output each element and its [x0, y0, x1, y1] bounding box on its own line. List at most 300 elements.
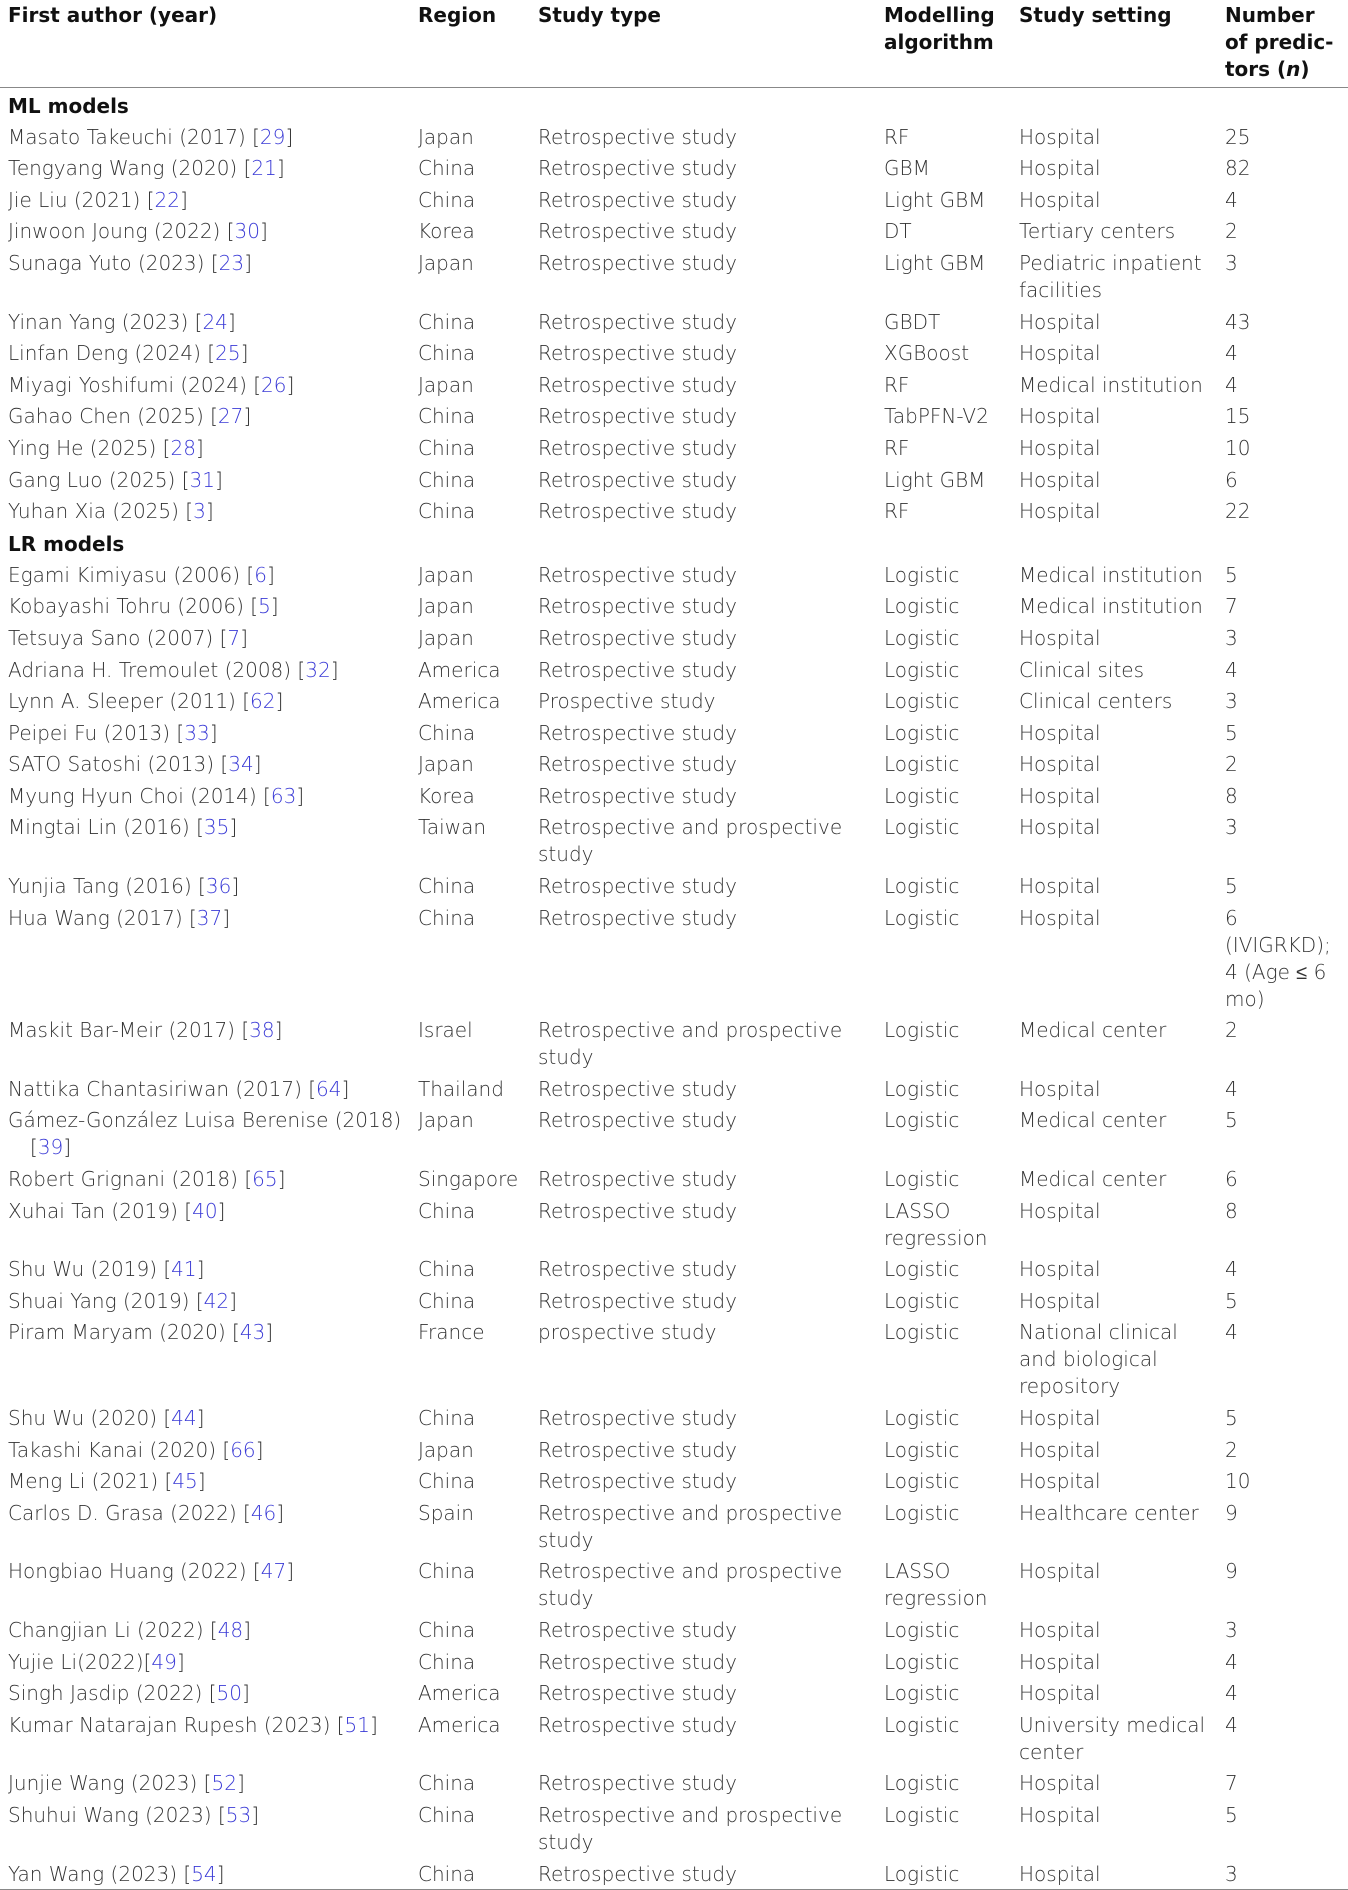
cell-study-type: Retrospective study: [538, 309, 737, 334]
cell-author: [0, 869, 410, 901]
reference-bracket: ]: [214, 467, 223, 492]
cell-author: [0, 716, 410, 748]
reference-link[interactable]: 27: [217, 404, 244, 429]
reference-bracket: ]: [270, 594, 279, 619]
reference-bracket: ]: [330, 657, 339, 682]
cell-region: Japan: [418, 1437, 474, 1462]
cell-predictors: 4: [1225, 341, 1238, 366]
cell-algorithm: GBM: [884, 156, 930, 181]
reference-bracket: ]: [231, 874, 240, 899]
reference-link[interactable]: 35: [203, 815, 230, 840]
cell-author: [0, 246, 410, 305]
author-text: Piram Maryam (2020) [: [8, 1320, 240, 1345]
cell-algorithm: Logistic: [884, 1469, 960, 1494]
cell-study-type: Retrospective study: [538, 625, 737, 650]
cell-setting: Hospital: [1019, 1257, 1101, 1282]
cell-study-type: Retrospective and prospective study: [538, 1018, 843, 1070]
cell-setting: Hospital: [1019, 1559, 1101, 1584]
cell-setting: Hospital: [1019, 467, 1101, 492]
cell-algorithm: Light GBM: [884, 187, 986, 212]
header-predictors-n: n: [1286, 57, 1301, 81]
cell-author: [0, 621, 410, 653]
cell-predictors: 4: [1225, 1257, 1238, 1282]
reference-link[interactable]: 40: [192, 1198, 218, 1223]
reference-link[interactable]: 26: [261, 372, 287, 397]
cell-region: Japan: [418, 250, 474, 275]
reference-link[interactable]: 5: [258, 594, 271, 619]
cell-algorithm: RF: [884, 499, 910, 524]
reference-link[interactable]: 25: [215, 341, 241, 366]
author-text: Jinwoon Joung (2022) [: [8, 219, 235, 244]
cell-setting: Hospital: [1019, 874, 1101, 899]
cell-algorithm: Logistic: [884, 1288, 960, 1313]
cell-algorithm: Logistic: [884, 1649, 960, 1674]
cell-setting: Pediatric inpatient facilities: [1019, 250, 1202, 302]
cell-predictors: 82: [1225, 156, 1251, 181]
cell-algorithm: Logistic: [884, 1861, 960, 1886]
reference-link[interactable]: 31: [189, 467, 215, 492]
cell-author: [0, 152, 410, 184]
cell-study-type: Retrospective study: [538, 594, 737, 619]
reference-bracket: ]: [243, 404, 252, 429]
cell-region: China: [418, 156, 476, 181]
table-row: [0, 869, 1348, 901]
cell-predictors: 10: [1225, 1469, 1251, 1494]
reference-link[interactable]: 42: [203, 1288, 230, 1313]
author-text: Meng Li (2021) [: [8, 1469, 173, 1494]
reference-bracket: ]: [179, 187, 188, 212]
reference-link[interactable]: 54: [191, 1861, 217, 1886]
author-text: Hongbiao Huang (2022) [: [8, 1559, 261, 1584]
reference-link[interactable]: 23: [218, 250, 245, 275]
cell-algorithm: DT: [884, 219, 912, 244]
table-row: [0, 1857, 1348, 1889]
author-text: Yuhan Xia (2025) [: [8, 499, 194, 524]
header-study-type: Study type: [538, 3, 661, 27]
cell-setting: Hospital: [1019, 435, 1101, 460]
reference-link[interactable]: 6: [254, 562, 267, 587]
reference-link[interactable]: 30: [234, 219, 260, 244]
section-title: LR models: [8, 532, 125, 557]
cell-algorithm: Logistic: [884, 594, 960, 619]
author-text: Masato Takeuchi (2017) [: [8, 124, 260, 149]
reference-link[interactable]: 47: [260, 1559, 287, 1584]
reference-bracket: ]: [227, 309, 236, 334]
cell-algorithm: Logistic: [884, 1437, 960, 1462]
table-row: [0, 1104, 1348, 1163]
table-row: [0, 1014, 1348, 1073]
author-text: Yujie Li(2022)[: [8, 1649, 152, 1674]
cell-setting: Medical center: [1019, 1167, 1167, 1192]
cell-predictors: 5: [1225, 720, 1238, 745]
cell-study-type: Retrospective and prospective study: [538, 1559, 843, 1611]
reference-link[interactable]: 66: [230, 1437, 256, 1462]
cell-setting: Clinical centers: [1019, 689, 1173, 714]
cell-setting: Hospital: [1019, 1617, 1101, 1642]
cell-author: [0, 1014, 410, 1073]
cell-setting: Clinical sites: [1019, 657, 1145, 682]
cell-setting: Hospital: [1019, 625, 1101, 650]
cell-study-type: prospective study: [538, 1320, 717, 1345]
cell-algorithm: Logistic: [884, 1167, 960, 1192]
cell-region: Japan: [418, 562, 474, 587]
cell-study-type: Prospective study: [538, 689, 716, 714]
cell-algorithm: LASSO regression: [884, 1198, 988, 1250]
reference-link[interactable]: 29: [259, 124, 286, 149]
cell-predictors: 6 (IVIGRKD); 4 (Age ≤ 6 mo): [1225, 905, 1331, 1011]
cell-setting: Hospital: [1019, 1649, 1101, 1674]
cell-setting: Hospital: [1019, 156, 1101, 181]
reference-link[interactable]: 48: [217, 1617, 244, 1642]
reference-link[interactable]: 28: [170, 435, 196, 460]
cell-region: Japan: [418, 752, 474, 777]
reference-link[interactable]: 39: [37, 1135, 64, 1160]
table-row: [0, 1798, 1348, 1857]
table-row: [0, 621, 1348, 653]
cell-region: America: [418, 657, 501, 682]
cell-region: China: [418, 499, 476, 524]
cell-author: [0, 400, 410, 432]
table-row: [0, 368, 1348, 400]
cell-setting: Hospital: [1019, 404, 1101, 429]
cell-predictors: 8: [1225, 783, 1238, 808]
cell-setting: Hospital: [1019, 124, 1101, 149]
reference-bracket: ]: [286, 1559, 294, 1584]
cell-setting: Hospital: [1019, 815, 1101, 840]
author-text: Gahao Chen (2025) [: [8, 404, 218, 429]
cell-author: [0, 1613, 410, 1645]
table-row: [0, 1194, 1348, 1253]
header-predictors-b: tors (: [1225, 57, 1287, 81]
cell-setting: Tertiary centers: [1019, 219, 1176, 244]
reference-bracket: ]: [285, 124, 294, 149]
table-row: [0, 1284, 1348, 1316]
reference-link[interactable]: 41: [171, 1257, 197, 1282]
cell-study-type: Retrospective study: [538, 1437, 737, 1462]
cell-setting: University medical center: [1019, 1712, 1206, 1764]
cell-region: China: [418, 467, 476, 492]
reference-bracket: ]: [296, 783, 305, 808]
cell-predictors: 7: [1225, 594, 1238, 619]
cell-setting: Hospital: [1019, 720, 1101, 745]
cell-algorithm: GBDT: [884, 309, 941, 334]
reference-link[interactable]: 65: [252, 1167, 278, 1192]
cell-author: [0, 590, 410, 622]
reference-bracket: ]: [276, 156, 285, 181]
reference-link[interactable]: 32: [305, 657, 331, 682]
author-text: Lynn A. Sleeper (2011) [: [8, 689, 251, 714]
cell-setting: Healthcare center: [1019, 1500, 1199, 1525]
cell-region: Korea: [418, 219, 475, 244]
cell-setting: National clinical and biological repository: [1019, 1320, 1178, 1399]
cell-algorithm: Logistic: [884, 1617, 960, 1642]
cell-region: China: [418, 874, 476, 899]
table-row: [0, 1253, 1348, 1285]
cell-algorithm: Logistic: [884, 1320, 960, 1345]
reference-link[interactable]: 44: [171, 1406, 197, 1430]
author-text: Myung Hyun Choi (2014) [: [8, 783, 271, 808]
cell-author: [0, 1433, 410, 1465]
cell-region: China: [418, 309, 476, 334]
cell-study-type: Retrospective study: [538, 1108, 737, 1133]
author-text: Shuhui Wang (2023) [: [8, 1802, 226, 1827]
reference-bracket: ]: [286, 372, 295, 397]
reference-link[interactable]: 43: [239, 1320, 266, 1345]
cell-predictors: 15: [1225, 404, 1251, 429]
reference-bracket: ]: [241, 1681, 250, 1706]
section-row: [0, 526, 1348, 558]
cell-algorithm: LASSO regression: [884, 1559, 988, 1611]
cell-region: Thailand: [418, 1076, 504, 1101]
cell-author: [0, 1798, 410, 1857]
table-row: [0, 215, 1348, 247]
reference-link[interactable]: 33: [184, 720, 210, 745]
table-row: [0, 463, 1348, 495]
author-text: Mingtai Lin (2016) [: [8, 815, 204, 840]
cell-setting: Hospital: [1019, 1437, 1101, 1462]
cell-algorithm: RF: [884, 372, 910, 397]
reference-link[interactable]: 3: [193, 499, 206, 524]
reference-bracket: ]: [244, 250, 252, 275]
reference-bracket: ]: [277, 1167, 286, 1192]
cell-study-type: Retrospective study: [538, 1617, 737, 1642]
table-row: [0, 1401, 1348, 1433]
table-row: [0, 1072, 1348, 1104]
table-row: [0, 431, 1348, 463]
cell-author: [0, 811, 410, 870]
header-algorithm: Modelling algorithm: [884, 3, 995, 54]
table-row: [0, 495, 1348, 527]
cell-algorithm: RF: [884, 435, 910, 460]
header-predictors-c: ): [1300, 57, 1310, 81]
table-row: [0, 1465, 1348, 1497]
header-predictors: [1217, 0, 1348, 88]
author-text: Jie Liu (2021) [: [8, 187, 155, 212]
cell-predictors: 7: [1225, 1771, 1238, 1796]
cell-predictors: 2: [1225, 752, 1238, 777]
cell-setting: Hospital: [1019, 1681, 1101, 1706]
cell-region: China: [418, 1861, 476, 1886]
cell-author: [0, 901, 410, 1014]
cell-study-type: Retrospective study: [538, 1861, 737, 1886]
cell-region: China: [418, 187, 476, 212]
cell-algorithm: Logistic: [884, 657, 960, 682]
cell-region: Taiwan: [418, 815, 487, 840]
table-body: [0, 88, 1348, 1890]
reference-bracket: ]: [209, 720, 218, 745]
cell-author: [0, 653, 410, 685]
reference-link[interactable]: 22: [154, 187, 180, 212]
cell-region: China: [418, 435, 476, 460]
author-text: Kumar Natarajan Rupesh (2023) [: [8, 1712, 345, 1737]
author-text: Nattika Chantasiriwan (2017) [: [8, 1076, 317, 1101]
table-header: [0, 0, 1348, 88]
cell-region: Spain: [418, 1500, 474, 1525]
cell-algorithm: Light GBM: [884, 250, 986, 275]
cell-setting: Hospital: [1019, 1802, 1101, 1827]
cell-study-type: Retrospective study: [538, 1681, 737, 1706]
cell-setting: Hospital: [1019, 341, 1101, 366]
cell-author: [0, 1555, 410, 1614]
author-text: Yinan Yang (2023) [: [8, 309, 203, 334]
cell-study-type: Retrospective study: [538, 156, 737, 181]
cell-algorithm: Logistic: [884, 905, 960, 930]
reference-bracket: ]: [255, 1437, 264, 1462]
cell-region: America: [418, 1681, 501, 1706]
cell-setting: Medical institution: [1019, 372, 1203, 397]
table-row: [0, 120, 1348, 152]
author-text: Robert Grignani (2018) [: [8, 1167, 253, 1192]
reference-link[interactable]: 45: [172, 1469, 198, 1494]
reference-bracket: ]: [265, 1320, 274, 1345]
cell-predictors: 2: [1225, 1018, 1238, 1043]
reference-link[interactable]: 52: [211, 1771, 237, 1796]
cell-region: China: [418, 720, 476, 745]
cell-setting: Medical institution: [1019, 594, 1203, 619]
cell-author: [0, 685, 410, 717]
cell-predictors: 4: [1225, 657, 1238, 682]
cell-study-type: Retrospective study: [538, 1712, 737, 1737]
author-text: Tetsuya Sano (2007) [: [8, 625, 228, 650]
reference-link[interactable]: 24: [202, 309, 228, 334]
cell-algorithm: Logistic: [884, 1771, 960, 1796]
header-row: [0, 0, 1348, 88]
cell-predictors: 4: [1225, 1320, 1238, 1345]
cell-predictors: 6: [1225, 467, 1238, 492]
cell-author: [0, 1708, 410, 1767]
cell-setting: Hospital: [1019, 783, 1101, 808]
reference-bracket: ]: [222, 905, 231, 930]
cell-setting: Medical center: [1019, 1018, 1167, 1043]
cell-predictors: 3: [1225, 1617, 1238, 1642]
author-text: Yan Wang (2023) [: [8, 1861, 192, 1886]
cell-author: [0, 1645, 410, 1677]
cell-algorithm: Logistic: [884, 1406, 960, 1430]
cell-study-type: Retrospective and prospective study: [538, 1802, 843, 1854]
author-text: Takashi Kanai (2020) [: [8, 1437, 231, 1462]
reference-bracket: ]: [176, 1649, 185, 1674]
reference-link[interactable]: 46: [250, 1500, 277, 1525]
cell-region: China: [418, 1469, 476, 1494]
table-row: [0, 246, 1348, 305]
author-text: Yunjia Tang (2016) [: [8, 874, 206, 899]
cell-predictors: 3: [1225, 250, 1238, 275]
reference-link[interactable]: 38: [249, 1018, 275, 1043]
reference-link[interactable]: 62: [250, 689, 276, 714]
cell-study-type: Retrospective study: [538, 720, 737, 745]
reference-bracket: ]: [197, 1469, 206, 1494]
cell-study-type: Retrospective study: [538, 250, 737, 275]
cell-study-type: Retrospective study: [538, 1257, 737, 1282]
cell-author: [0, 1162, 410, 1194]
table-row: [0, 590, 1348, 622]
reference-link[interactable]: 64: [316, 1076, 342, 1101]
cell-predictors: 2: [1225, 1437, 1238, 1462]
cell-setting: Hospital: [1019, 309, 1101, 334]
cell-algorithm: Light GBM: [884, 467, 986, 492]
cell-predictors: 2: [1225, 219, 1238, 244]
cell-study-type: Retrospective study: [538, 499, 737, 524]
cell-predictors: 4: [1225, 372, 1238, 397]
table-row: [0, 901, 1348, 1014]
cell-author: [0, 495, 410, 527]
reference-link[interactable]: 63: [270, 783, 297, 808]
cell-study-type: Retrospective study: [538, 874, 737, 899]
table-row: [0, 653, 1348, 685]
cell-region: America: [418, 1712, 501, 1737]
cell-predictors: 5: [1225, 1108, 1238, 1133]
cell-author: [0, 779, 410, 811]
reference-bracket: ]: [240, 625, 248, 650]
reference-link[interactable]: 49: [151, 1649, 177, 1674]
cell-study-type: Retrospective study: [538, 1406, 737, 1430]
table-row: [0, 1708, 1348, 1767]
reference-link[interactable]: 51: [344, 1712, 370, 1737]
cell-region: China: [418, 1649, 476, 1674]
reference-bracket: ]: [229, 815, 238, 840]
cell-study-type: Retrospective study: [538, 372, 737, 397]
cell-study-type: Retrospective study: [538, 562, 737, 587]
cell-algorithm: Logistic: [884, 1681, 960, 1706]
table-row: [0, 1613, 1348, 1645]
reference-link[interactable]: 7: [227, 625, 241, 650]
reference-bracket: ]: [253, 752, 262, 777]
author-text: Hua Wang (2017) [: [8, 905, 197, 930]
cell-setting: Hospital: [1019, 1076, 1101, 1101]
cell-algorithm: Logistic: [884, 1257, 960, 1282]
cell-algorithm: Logistic: [884, 689, 960, 714]
reference-link[interactable]: 21: [251, 156, 277, 181]
author-text: Gámez-González Luisa Berenise (2018) [: [8, 1108, 402, 1160]
cell-region: China: [418, 341, 476, 366]
reference-bracket: ]: [229, 1288, 237, 1313]
cell-predictors: 4: [1225, 1712, 1238, 1737]
cell-predictors: 10: [1225, 435, 1251, 460]
cell-study-type: Retrospective study: [538, 905, 737, 930]
cell-algorithm: Logistic: [884, 1076, 960, 1101]
cell-author: [0, 215, 410, 247]
reference-link[interactable]: 53: [225, 1802, 252, 1827]
reference-bracket: ]: [275, 689, 284, 714]
reference-bracket: ]: [259, 219, 268, 244]
cell-algorithm: Logistic: [884, 1018, 960, 1043]
reference-bracket: ]: [195, 435, 204, 460]
cell-study-type: Retrospective study: [538, 341, 737, 366]
reference-bracket: ]: [196, 1406, 205, 1430]
reference-link[interactable]: 50: [216, 1681, 242, 1706]
reference-bracket: ]: [276, 1500, 285, 1525]
cell-author: [0, 1465, 410, 1497]
table-row: [0, 685, 1348, 717]
reference-bracket: ]: [251, 1802, 260, 1827]
cell-region: China: [418, 1406, 476, 1430]
reference-bracket: ]: [274, 1018, 283, 1043]
author-text: Singh Jasdip (2022) [: [8, 1681, 217, 1706]
cell-algorithm: Logistic: [884, 1802, 960, 1827]
reference-link[interactable]: 34: [228, 752, 254, 777]
cell-author: [0, 368, 410, 400]
table-row: [0, 558, 1348, 590]
reference-link[interactable]: 36: [205, 874, 232, 899]
cell-author: [0, 558, 410, 590]
reference-bracket: ]: [217, 1198, 226, 1223]
reference-bracket: ]: [236, 1771, 245, 1796]
cell-study-type: Retrospective study: [538, 404, 737, 429]
cell-study-type: Retrospective and prospective study: [538, 815, 843, 867]
reference-link[interactable]: 37: [196, 905, 223, 930]
cell-region: France: [418, 1320, 485, 1345]
header-predictors-a: Number of predic-: [1225, 3, 1334, 54]
